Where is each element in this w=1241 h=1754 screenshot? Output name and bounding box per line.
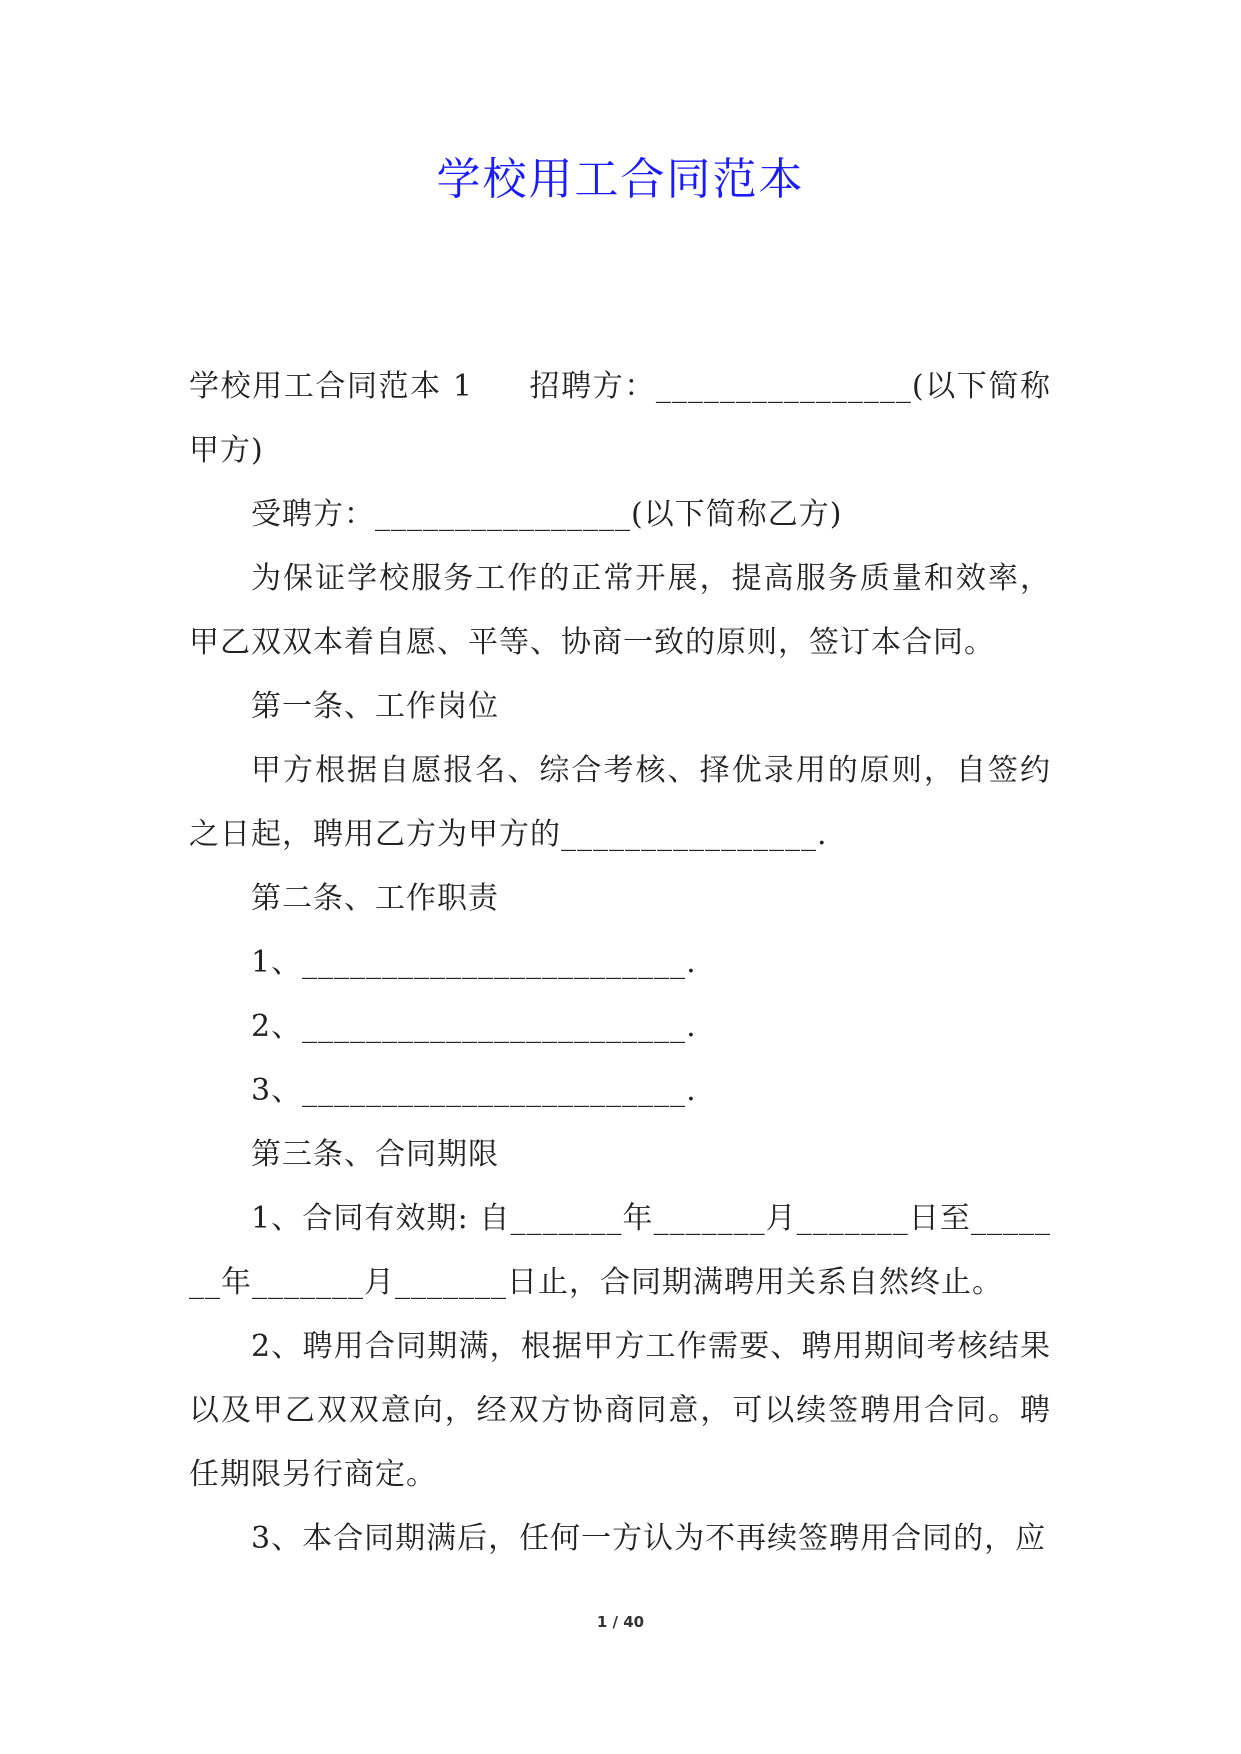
preamble-paragraph: 为保证学校服务工作的正常开展，提高服务质量和效率，甲乙双双本着自愿、平等、协商一致的原则，签订本合同。	[189, 561, 1051, 660]
document-title: 学校用工合同范本	[436, 154, 805, 205]
term-item-1: 1、合同有效期: 自_______年_______月_______日至_______年_______月_______日止，合同期满聘用关系自然终止。	[189, 1201, 1051, 1300]
duty-item-2: 2、________________________.	[251, 1009, 697, 1044]
paragraph-header	[189, 355, 1051, 483]
article-3-heading: 第三条、合同期限	[251, 1137, 499, 1172]
duty-item-3: 3、________________________.	[251, 1073, 697, 1108]
duty-item-1: 1、________________________.	[251, 945, 697, 980]
page-number: 1 / 40	[596, 1613, 645, 1631]
article-2-heading: 第二条、工作职责	[251, 881, 499, 916]
term-item-3: 3、本合同期满后，任何一方认为不再续签聘用合同的，应	[251, 1521, 1047, 1556]
article-1-heading: 第一条、工作岗位	[251, 689, 499, 724]
document-body	[189, 355, 1051, 1571]
term-item-2: 2、聘用合同期满，根据甲方工作需要、聘用期间考核结果以及甲乙双双意向，经双方协商同意，可以续签聘用合同。聘任期限另行商定。	[189, 1329, 1051, 1492]
employee-line: 受聘方：________________(以下简称乙方)	[251, 497, 843, 532]
employer-line: 招聘方：________________(以下简称甲方)	[189, 369, 1051, 468]
contract-subtitle: 学校用工合同范本 1	[189, 369, 473, 404]
article-1-paragraph: 甲方根据自愿报名、综合考核、择优录用的原则，自签约之日起，聘用乙方为甲方的________________.	[189, 753, 1051, 852]
